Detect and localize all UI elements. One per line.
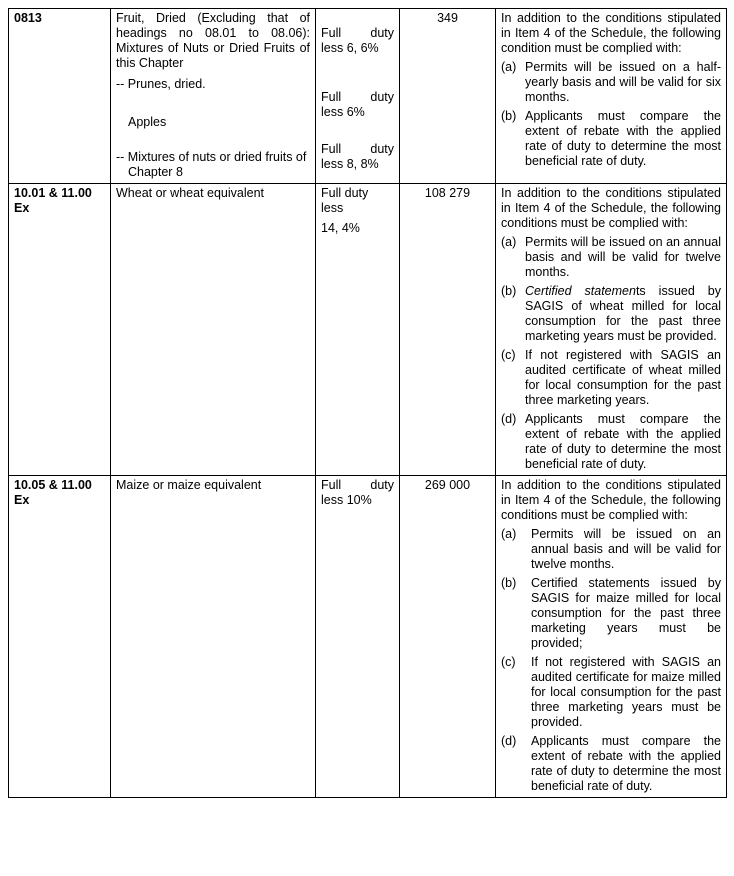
description-main: Maize or maize equivalent [116, 478, 262, 492]
conditions-intro: In addition to the conditions stipulated in Item 4 of the Schedule, the following conditions must be complied with: [501, 186, 721, 230]
description-item: -- Prunes, dried. [116, 77, 206, 91]
conditions-list [501, 527, 721, 794]
table-row [9, 9, 727, 184]
description-item: Apples [128, 115, 167, 129]
tariff-heading-cell: 10.01 & 11.00 Ex [9, 184, 111, 476]
conditions-list [501, 60, 721, 169]
condition-item: (a) Permits will be issued on a half-yearly basis and will be valid for six months. [501, 60, 721, 104]
description-cell [111, 9, 316, 184]
condition-item: (b) Applicants must compare the extent of rebate with the applied rate of duty to determine the most beneficial rate of duty. [501, 109, 721, 168]
quantity-cell: 108 279 [400, 184, 496, 476]
condition-item: (d) Applicants must compare the extent of rebate with the applied rate of duty to determine the most beneficial rate of duty. [501, 734, 721, 793]
condition-item: (c) If not registered with SAGIS an audited certificate for maize milled for local consumption for the past three marketing years must be provided. [501, 655, 721, 729]
condition-item: (b) Certified statements issued by SAGIS of wheat milled for local consumption for the past three marketing years must be provided. [501, 284, 721, 343]
description-cell [111, 476, 316, 798]
table-row [9, 476, 727, 798]
rate-entry: Full duty less 6, 6% [321, 26, 394, 55]
conditions-cell [496, 9, 727, 184]
table-row [9, 184, 727, 476]
rate-entry: Full duty less [321, 186, 369, 215]
description-cell [111, 184, 316, 476]
rate-entry: Full duty less 6% [321, 90, 394, 119]
description-main: Fruit, Dried (Excluding that of headings no 08.01 to 08.06): Mixtures of Nuts or Dried Fruits of this Chapter [116, 11, 310, 70]
conditions-cell [496, 476, 727, 798]
conditions-intro: In addition to the conditions stipulated in Item 4 of the Schedule, the following condition must be complied with: [501, 11, 721, 55]
conditions-list [501, 235, 721, 472]
condition-item: (a) Permits will be issued on an annual basis and will be valid for twelve months. [501, 527, 721, 571]
description-main: Wheat or wheat equivalent [116, 186, 265, 200]
rebate-schedule-table [8, 8, 727, 798]
rate-entry: Full duty less 8, 8% [321, 142, 394, 171]
condition-item: (d) Applicants must compare the extent of rebate with the applied rate of duty to determine the most beneficial rate of duty. [501, 412, 721, 471]
condition-item: (b) Certified statements issued by SAGIS for maize milled for local consumption for the past three marketing years must be provided; [501, 576, 721, 650]
conditions-intro: In addition to the conditions stipulated in Item 4 of the Schedule, the following conditions must be complied with: [501, 478, 721, 522]
rate-cell [316, 9, 400, 184]
condition-item: (c) If not registered with SAGIS an audited certificate of wheat milled for local consumption for the past three marketing years. [501, 348, 721, 407]
tariff-heading-cell: 10.05 & 11.00 Ex [9, 476, 111, 798]
rate-entry: Full duty less 10% [321, 478, 394, 507]
condition-item: (a) Permits will be issued on an annual basis and will be valid for twelve months. [501, 235, 721, 279]
rate-cell [316, 476, 400, 798]
rate-entry: 14, 4% [321, 221, 360, 235]
tariff-heading-cell: 0813 [9, 9, 111, 184]
quantity-cell: 269 000 [400, 476, 496, 798]
rate-cell [316, 184, 400, 476]
quantity-cell: 349 [400, 9, 496, 184]
conditions-cell [496, 184, 727, 476]
description-item: -- Mixtures of nuts or dried fruits of Chapter 8 [116, 150, 307, 179]
